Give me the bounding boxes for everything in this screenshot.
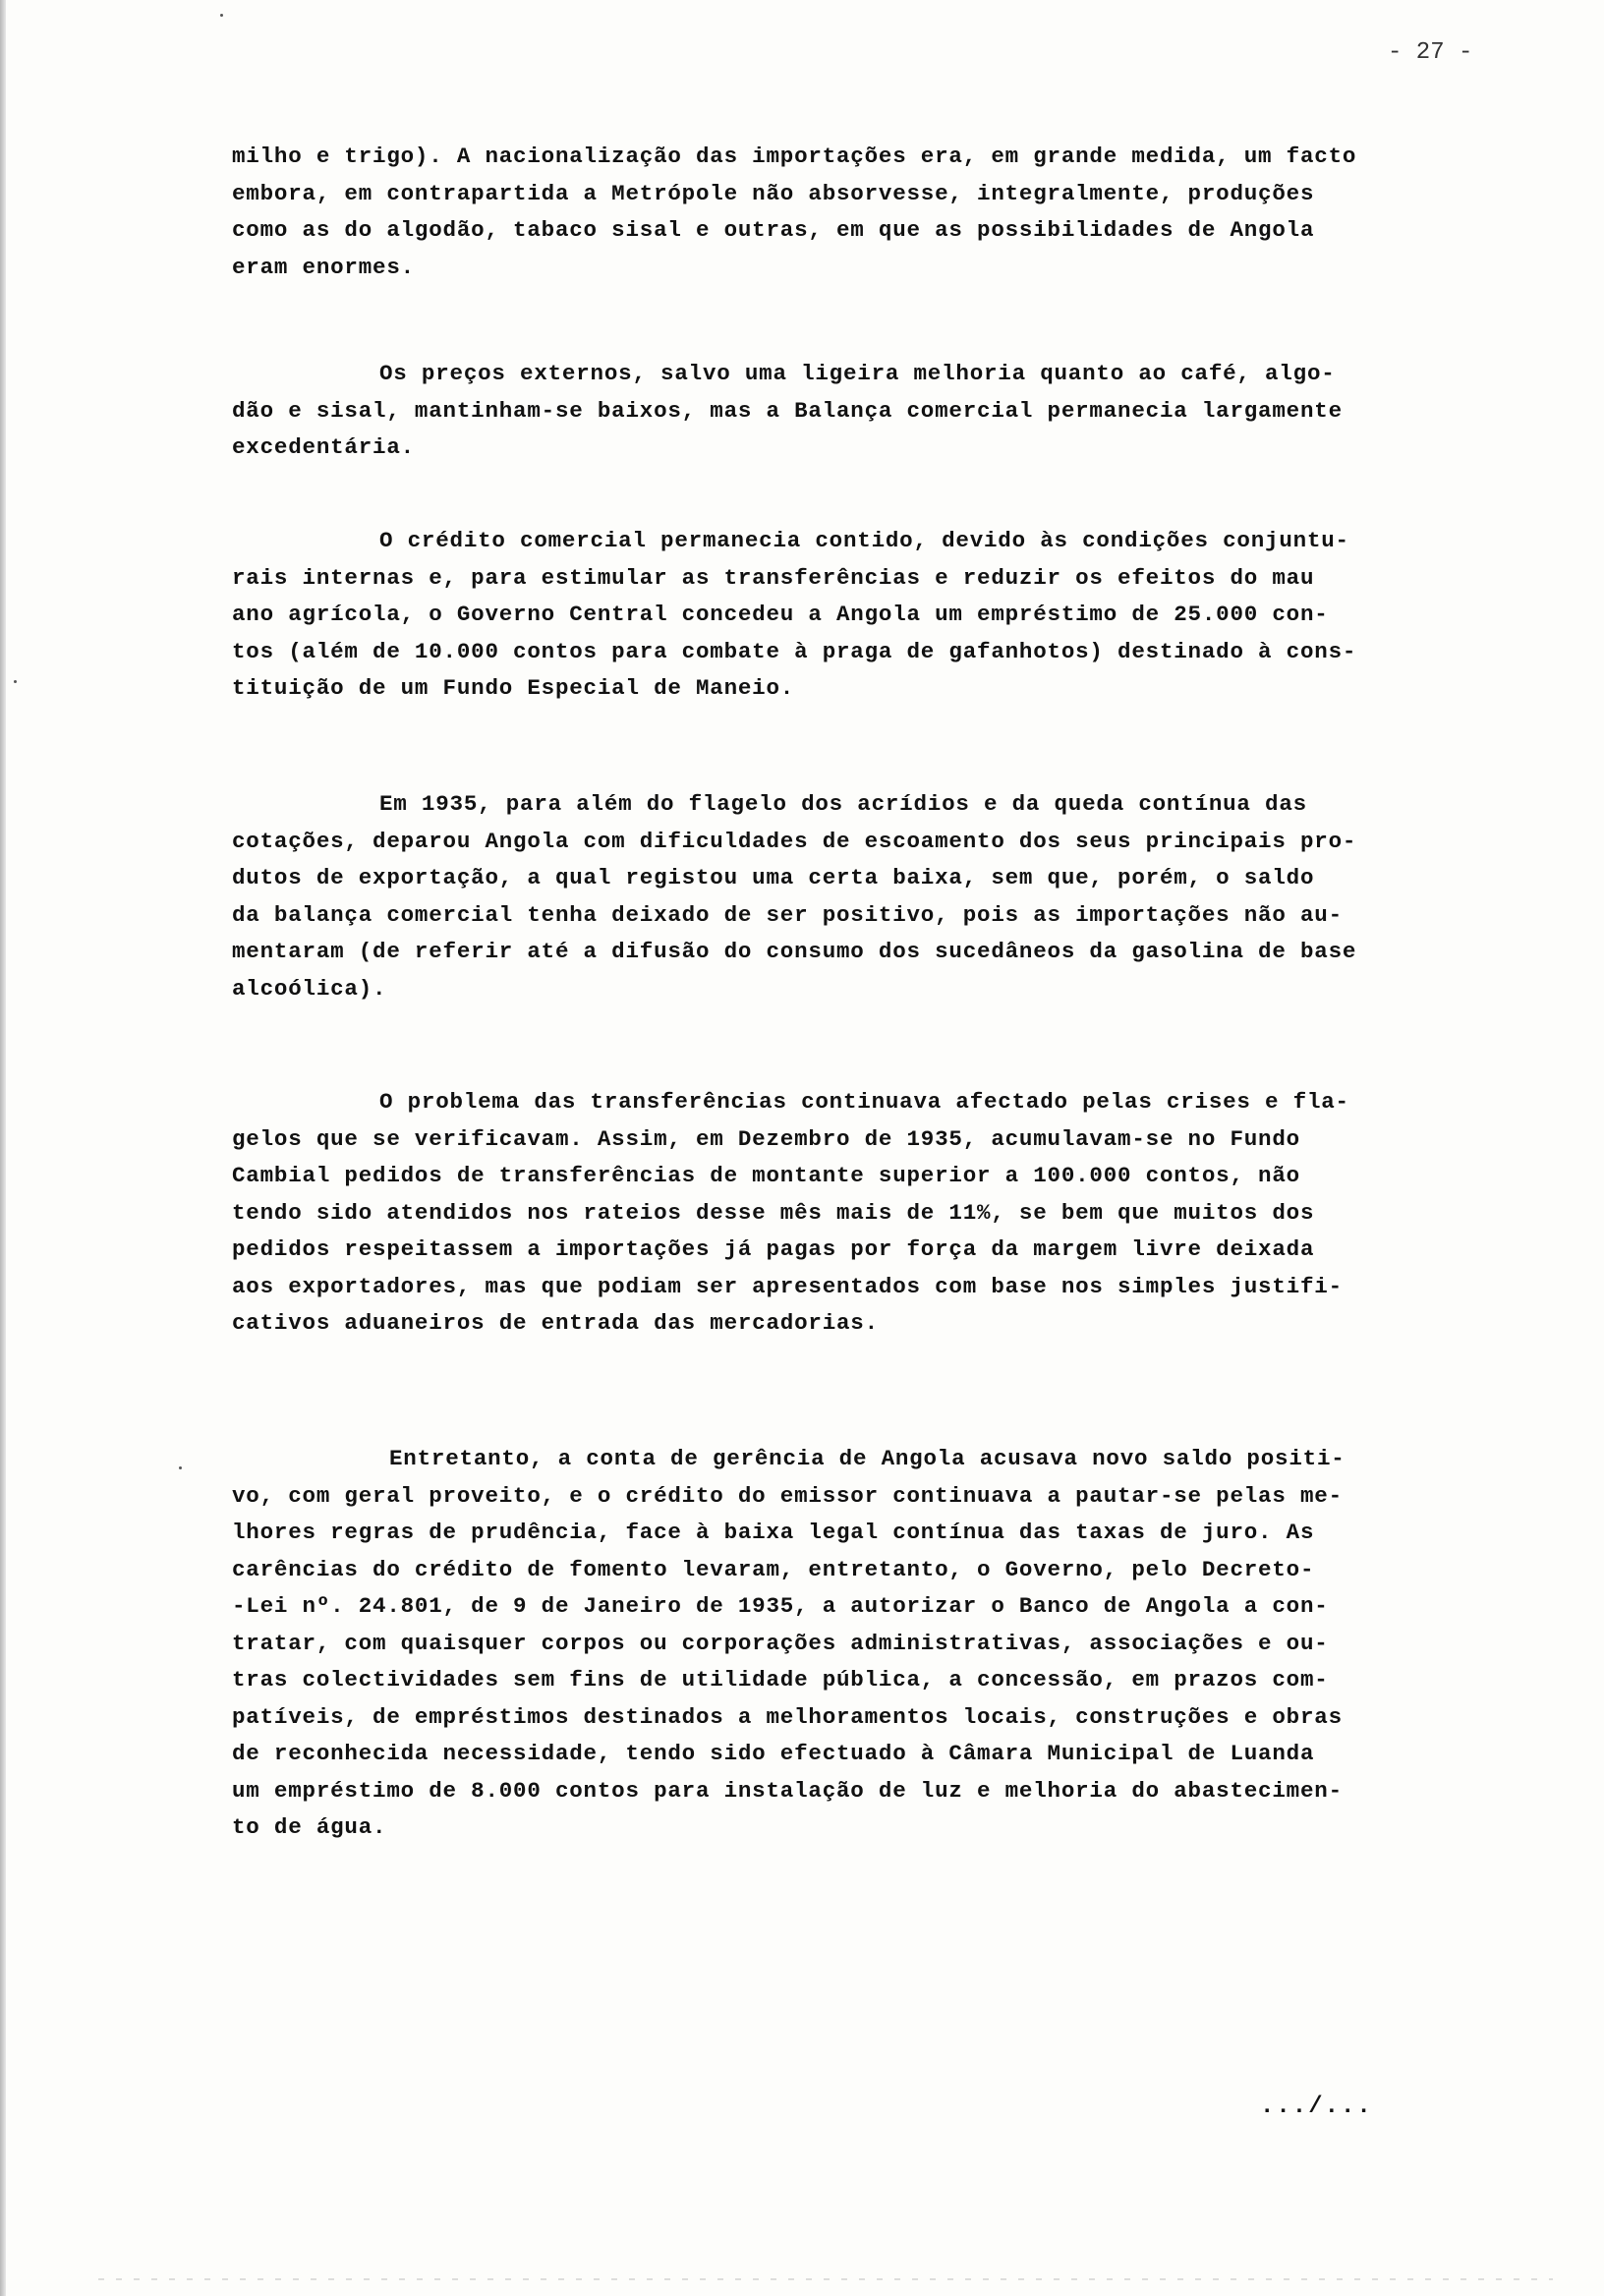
- text-line: Entretanto, a conta de gerência de Angola acusava novo saldo positi-: [389, 1446, 1346, 1471]
- text-line: lhores regras de prudência, face à baixa legal contínua das taxas de juro. As: [232, 1520, 1315, 1545]
- text-line: to de água.: [232, 1814, 387, 1840]
- text-line: O crédito comercial permanecia contido, devido às condições conjuntu-: [379, 528, 1349, 553]
- text-line: tras colectividades sem fins de utilidade pública, a concessão, em prazos com-: [232, 1667, 1329, 1693]
- text-line: alcoólica).: [232, 975, 387, 1002]
- text-line: tos (além de 10.000 contos para combate à praga de gafanhotos) destinado à cons-: [232, 638, 1357, 664]
- text-line: Os preços externos, salvo uma ligeira melhoria quanto ao café, algo-: [379, 361, 1336, 386]
- text-line: dão e sisal, mantinham-se baixos, mas a Balança comercial permanecia largamente: [232, 397, 1343, 424]
- paragraph-2: [232, 356, 1529, 467]
- text-line: tratar, com quaisquer corpos ou corporações administrativas, associações e ou-: [232, 1630, 1329, 1656]
- text-line: rais internas e, para estimular as transferências e reduzir os efeitos do mau: [232, 564, 1315, 591]
- paragraph-6: [232, 1441, 1529, 1847]
- text-line: Em 1935, para além do flagelo dos acrídios e da queda contínua das: [379, 791, 1307, 817]
- scan-edge: [0, 0, 6, 2296]
- text-line: -Lei nº. 24.801, de 9 de Janeiro de 1935, a autorizar o Banco de Angola a con-: [232, 1593, 1329, 1619]
- paragraph-1: [232, 139, 1529, 286]
- text-line: gelos que se verificavam. Assim, em Dezembro de 1935, acumulavam-se no Fundo: [232, 1125, 1300, 1152]
- text-line: Cambial pedidos de transferências de montante superior a 100.000 contos, não: [232, 1163, 1300, 1188]
- scan-bottom-noise: [98, 2278, 1553, 2280]
- paragraph-4: [232, 786, 1529, 1007]
- text-line: de reconhecida necessidade, tendo sido efectuado à Câmara Municipal de Luanda: [232, 1741, 1315, 1766]
- text-line: carências do crédito de fomento levaram, entretanto, o Governo, pelo Decreto-: [232, 1556, 1315, 1582]
- text-line: excedentária.: [232, 434, 415, 460]
- text-line: tituição de um Fundo Especial de Maneio.: [232, 675, 795, 701]
- text-line: aos exportadores, mas que podiam ser apresentados com base nos simples justifi-: [232, 1273, 1343, 1299]
- text-line: mentaram (de referir até a difusão do consumo dos sucedâneos da gasolina de base: [232, 939, 1357, 964]
- paragraph-5: [232, 1084, 1529, 1343]
- paragraph-3: [232, 523, 1529, 708]
- text-line: patíveis, de empréstimos destinados a melhoramentos locais, construções e obras: [232, 1703, 1343, 1730]
- continuation-mark: .../...: [1260, 2094, 1373, 2120]
- text-line: um empréstimo de 8.000 contos para instalação de luz e melhoria do abastecimen-: [232, 1777, 1343, 1804]
- text-line: pedidos respeitassem a importações já pagas por força da margem livre deixada: [232, 1236, 1315, 1262]
- text-line: tendo sido atendidos nos rateios desse mês mais de 11%, se bem que muitos dos: [232, 1199, 1315, 1226]
- text-line: dutos de exportação, a qual registou uma certa baixa, sem que, porém, o saldo: [232, 865, 1315, 890]
- text-line: da balança comercial tenha deixado de ser positivo, pois as importações não au-: [232, 901, 1343, 928]
- text-line: eram enormes.: [232, 254, 415, 280]
- scan-speck: [14, 680, 17, 683]
- scan-speck: [220, 14, 223, 17]
- text-line: O problema das transferências continuava afectado pelas crises e fla-: [379, 1089, 1349, 1115]
- page-number: - 27 -: [1388, 39, 1473, 66]
- text-line: embora, em contrapartida a Metrópole não absorvesse, integralmente, produções: [232, 180, 1315, 206]
- text-line: ano agrícola, o Governo Central concedeu a Angola um empréstimo de 25.000 con-: [232, 602, 1329, 627]
- text-line: como as do algodão, tabaco sisal e outras, em que as possibilidades de Angola: [232, 217, 1315, 243]
- text-line: vo, com geral proveito, e o crédito do emissor continuava a pautar-se pelas me-: [232, 1482, 1343, 1509]
- text-line: milho e trigo). A nacionalização das importações era, em grande medida, um facto: [232, 144, 1357, 169]
- text-line: cativos aduaneiros de entrada das mercadorias.: [232, 1310, 879, 1336]
- scan-speck: [179, 1466, 182, 1469]
- text-line: cotações, deparou Angola com dificuldades de escoamento dos seus principais pro-: [232, 828, 1357, 854]
